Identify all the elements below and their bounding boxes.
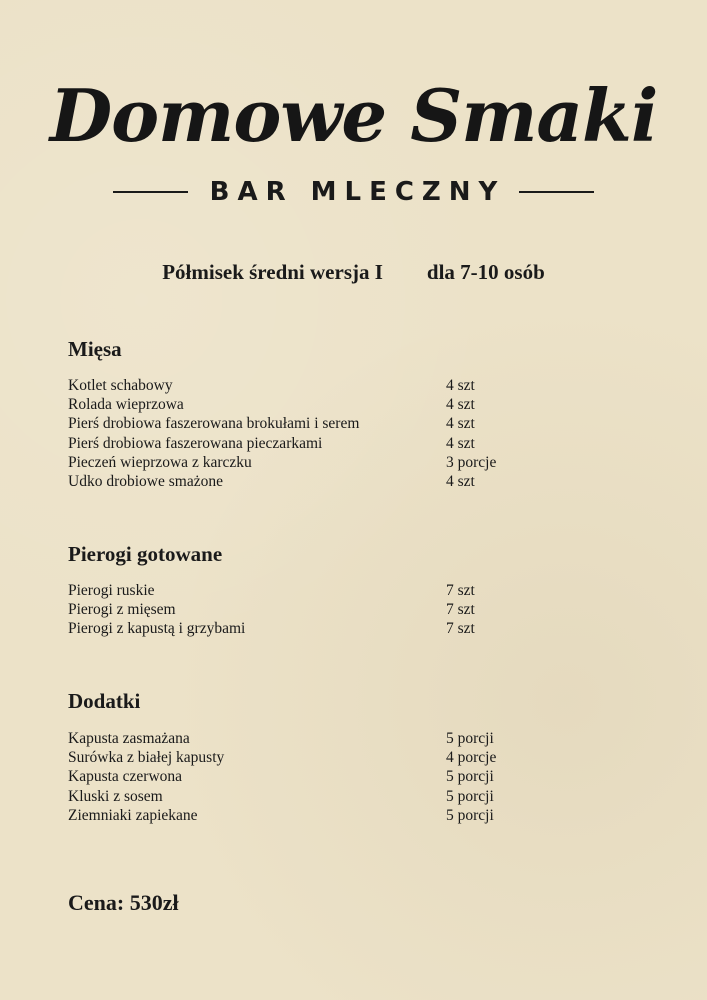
price-label: Cena: 530zł — [68, 890, 179, 915]
item-qty: 5 porcji — [446, 787, 494, 805]
item-qty: 5 porcji — [446, 730, 494, 747]
item-qty: 4 szt — [446, 434, 475, 452]
item-name: Kapusta zasmażana — [68, 730, 190, 747]
item-qty: 7 szt — [446, 601, 475, 619]
item-name: Kotlet schabowy — [68, 377, 173, 394]
platter-heading — [0, 260, 707, 285]
logo-left-line — [113, 191, 188, 193]
section-items-miesa — [68, 376, 628, 491]
platter-name: Półmisek średni wersja I — [162, 260, 383, 284]
section-items-dodatki — [68, 729, 628, 825]
list-item — [68, 581, 628, 600]
item-qty: 7 szt — [446, 582, 475, 599]
item-name: Kluski z sosem — [68, 787, 163, 805]
list-item — [68, 748, 628, 767]
item-qty: 3 porcje — [446, 453, 497, 471]
item-qty: 4 szt — [446, 377, 475, 394]
logo-right-line — [519, 191, 594, 193]
item-name: Surówka z białej kapusty — [68, 749, 225, 767]
logo-title: Domowe Smaki — [49, 73, 658, 158]
list-item — [68, 434, 628, 453]
item-name: Kapusta czerwona — [68, 768, 183, 786]
list-item — [68, 806, 628, 825]
section-title-pierogi: Pierogi gotowane — [68, 542, 223, 566]
list-item — [68, 453, 628, 472]
list-item — [68, 376, 628, 395]
section-title-miesa: Mięsa — [68, 337, 122, 361]
logo-subtitle: BAR MLECZNY — [209, 177, 506, 207]
list-item — [68, 787, 628, 806]
item-name: Pierogi ruskie — [68, 582, 155, 599]
list-item — [68, 619, 628, 638]
item-name: Udko drobiowe smażone — [68, 472, 223, 490]
item-name: Pieczeń wieprzowa z karczku — [68, 453, 252, 471]
item-name: Pierogi z mięsem — [68, 601, 176, 619]
item-qty: 4 porcje — [446, 749, 497, 767]
item-qty: 4 szt — [446, 472, 475, 490]
item-qty: 5 porcji — [446, 806, 494, 824]
logo-subtitle-row — [0, 175, 707, 209]
list-item — [68, 767, 628, 786]
platter-persons: dla 7-10 osób — [426, 260, 545, 284]
list-item — [68, 395, 628, 414]
item-qty: 4 szt — [446, 396, 475, 414]
section-title-dodatki: Dodatki — [68, 689, 141, 713]
item-name: Pierś drobiowa faszerowana brokułami i serem — [68, 415, 360, 433]
item-name: Pierogi z kapustą i grzybami — [68, 620, 246, 638]
item-name: Pierś drobiowa faszerowana pieczarkami — [68, 434, 323, 452]
list-item — [68, 472, 628, 491]
item-qty: 7 szt — [446, 620, 475, 638]
item-name: Rolada wieprzowa — [68, 396, 184, 414]
list-item — [68, 600, 628, 619]
list-item — [68, 414, 628, 433]
section-items-pierogi — [68, 581, 628, 639]
item-qty: 4 szt — [446, 415, 475, 433]
item-qty: 5 porcji — [446, 768, 494, 786]
item-name: Ziemniaki zapiekane — [68, 806, 198, 824]
list-item — [68, 729, 628, 748]
